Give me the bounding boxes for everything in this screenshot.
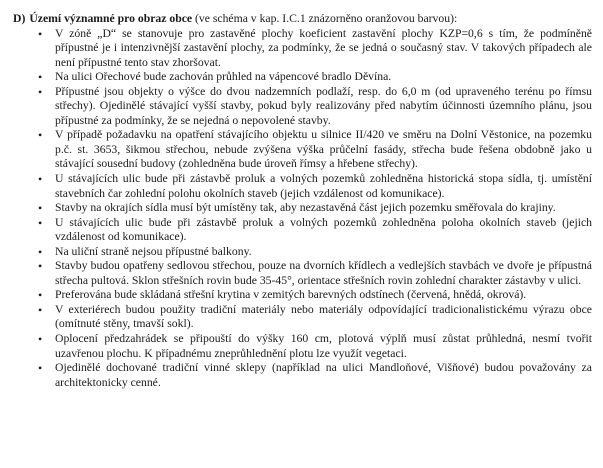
bullet-icon — [38, 85, 42, 101]
list-item-text: Oplocení předzahrádek se připouští do výšky 160 cm, plotová výplň musí zůstat průhledná, nesmí tvořit uzavřenou plochu. K případnému zneprůhlednění plotu lze využít vegetaci. — [55, 332, 592, 360]
list-item — [55, 332, 592, 361]
list-item-text: U stávajících ulic bude při zástavbě proluk a volných pozemků zohledněna historická stopa sídla, tj. umístění stavebních čar zohlední polohu okolních staveb (jejich vzdálenost od komunikace). — [55, 172, 592, 200]
list-item-text: Na uliční straně nejsou přípustné balkony. — [55, 244, 252, 258]
list-item — [55, 288, 592, 303]
bullet-icon — [38, 303, 42, 319]
list-item-text: Na ulici Ořechové bude zachován průhled na vápencové bradlo Děvína. — [55, 70, 392, 84]
list-item-text: V exteriérech budou použity tradiční materiály nebo materiály odpovídající tradicionalistickému výrazu obce (omítnuté stěny, tmavší sokl). — [55, 302, 592, 331]
bullet-icon — [38, 361, 42, 377]
list-item-text: Stavby budou opatřeny sedlovou střechou, pouze na dvorních křídlech a vedlejších stavbách ve dvoře je přípustná střecha pultová. Sklon střešních rovin bude 35-45°, orientace střešních rovin zohlední charakter zástavby v ulici. — [55, 259, 592, 287]
bullet-icon — [38, 216, 42, 232]
bullet-icon — [38, 288, 42, 304]
list-item-text: Přípustné jsou objekty o výšce do dvou nadzemních podlaží, resp. do 6,0 m (od upraveného terénu po římsu střechy). Ojedinělé stávající vyšší stavby, pokud byly realizovány před nabytím účinnosti územního plánu, jsou přípustné za podmínky, že se nejedná o nepovolené stavby. — [55, 84, 592, 127]
list-item-text: Ojedinělé dochované tradiční vinné sklepy (například na ulici Mandloňové, Višňové) budou považovány za architektonicky cenné. — [55, 361, 592, 389]
list-item — [55, 303, 592, 332]
list-item — [55, 172, 592, 201]
bullet-icon — [38, 201, 42, 217]
list-item — [55, 70, 592, 85]
bullet-icon — [38, 128, 42, 144]
list-item — [55, 361, 592, 390]
section-heading — [13, 12, 592, 27]
bullet-icon — [38, 70, 42, 86]
section-title-suffix: (ve schéma v kap. I.C.1 znázorněno oranžovou barvou): — [192, 12, 458, 25]
list-item — [55, 27, 592, 71]
section-label: D) — [13, 12, 26, 25]
bullet-icon — [38, 172, 42, 188]
bullet-icon — [38, 332, 42, 348]
section-title: Území významné pro obraz obce — [29, 12, 193, 25]
list-item — [55, 85, 592, 129]
bullet-icon — [38, 245, 42, 261]
list-item — [55, 259, 592, 288]
bullet-icon — [38, 259, 42, 275]
bullet-list — [13, 27, 592, 391]
list-item-text: V zóně „D“ se stanovuje pro zastavěné plochy koeficient zastavění plochy KZP=0,6 s tím, že podmíněně přípustné je i intenzivnější zastavění plochy, za podmínky, že se jedná o současný stav. V takových případech ale není přípustné tento stav zhoršovat. — [55, 26, 592, 69]
list-item-text: Preferována bude skládaná střešní krytina v zemitých barevných odstínech (červená, hnědá, okrová). — [55, 288, 527, 302]
list-item — [55, 128, 592, 172]
bullet-icon — [38, 27, 42, 43]
list-item — [55, 201, 592, 216]
list-item-text: U stávajících ulic bude při zástavbě proluk a volných pozemků zohledněna poloha okolních staveb (jejich vzdálenost od komunikace). — [55, 215, 592, 244]
list-item — [55, 216, 592, 245]
list-item — [55, 245, 592, 260]
list-item-text: V případě požadavku na opatření stávajícího objektu u silnice II/420 ve směru na Dolní Věstonice, na pozemku p.č. st. 3653, šikmou střechou, nebude zvýšena výška průčelní fasády, střecha bude řešena obdobně jako u stávající sousední budovy (zohledněna bude úroveň římsy a hřebene střechy). — [55, 128, 592, 171]
list-item-text: Stavby na okrajích sídla musí být umístěny tak, aby nezastavěná část jejich pozemku směřovala do krajiny. — [55, 201, 556, 215]
